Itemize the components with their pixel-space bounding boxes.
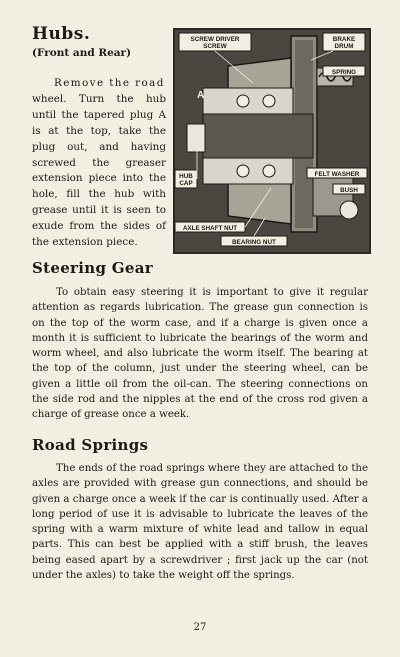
springs-heading: Road Springs [32,436,149,454]
label-plug-a: A [197,90,205,101]
axle-shaft-shape [203,114,313,158]
bearing-top-left [237,95,249,107]
hubs-paragraph [32,76,166,251]
label-axle-shaft-nut: AXLE SHAFT NUT [182,225,238,232]
label-felt-washer: FELT WASHER [314,171,360,178]
springs-paragraph: The ends of the road springs where they are attached to the axles are provided with grease gun connections, and should be given a charge once a week if the car is continually used. After a long period of use it is advisable to lubricate the leaves of the spring with a warm mixture of white lead and tallow in equal parts. This can best be applied with a stiff brush, the leaves being eased apart by a screwdriver ; first jack up the car (not under the axles) to take the weight off the springs. [32,463,368,582]
bearing-bottom-left [237,165,249,177]
hubs-lead-text: Remove the road [54,77,165,89]
steering-paragraph: To obtain easy steering it is important to give it regular attention as regards lubrication. The grease gun connection is on the top of the worm case, and if a charge is given once a month it is sufficient to lubricate the bearings of the worm and worm wheel, and also lubricate the worm itself. The bearing at the top of the column, just under the steering wheel, can be given a little oil from the oil-can. The steering connections on the side rod and the nipples at the end of the cross rod given a charge of grease once a week. [32,287,368,421]
label-spring: SPRING [331,69,357,76]
bearing-bottom-right [263,165,275,177]
page-number: 27 [193,622,207,633]
label-brake-drum: BRAKE DRUM [332,36,356,50]
label-bearing-nut: BEARING NUT [232,239,276,246]
label-hub-cap: HUB CAP [179,173,193,187]
hub-cap-shape [187,124,205,152]
label-screw-driver-screw: SCREW DRIVER SCREW [190,36,240,50]
steering-heading: Steering Gear [32,259,153,277]
label-bush: BUSH [340,187,358,194]
hubs-heading: Hubs. [32,24,91,44]
hubs-subheading: (Front and Rear) [32,47,132,59]
bush-end [340,201,358,219]
bearing-top-right [263,95,275,107]
hub-cross-section-diagram [173,28,371,254]
hubs-body-text: wheel. Turn the hub until the tapered plug A is at the top, take the plug out, and having screwed the greaser extension piece into the hole, fill the hub with grease until it is seen to exude from the sides of the extension piece. [32,92,166,249]
